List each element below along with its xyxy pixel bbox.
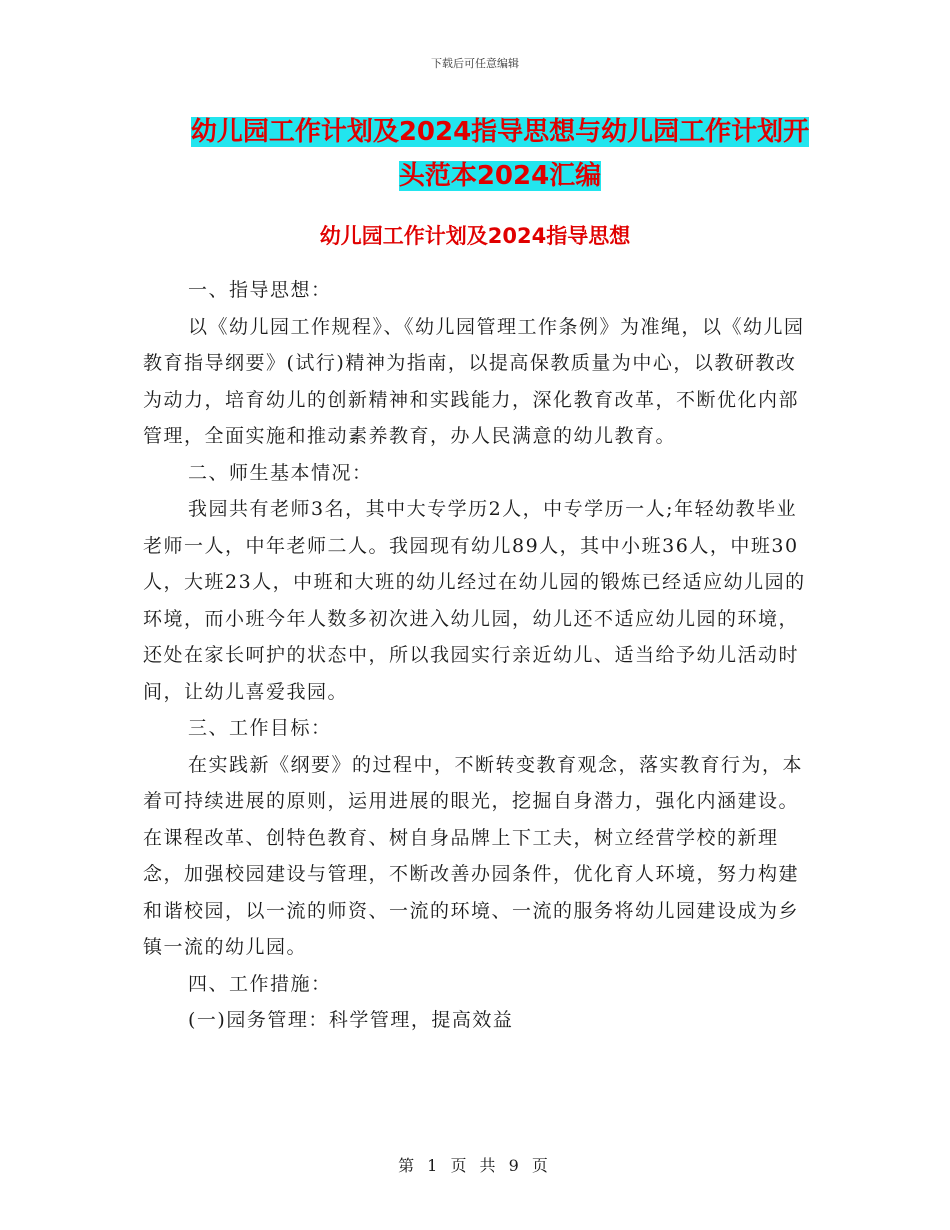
document-title-line-2: 头范本2024汇编: [398, 161, 602, 191]
paragraph-work-goals: 在实践新《纲要》的过程中，不断转变教育观念，落实教育行为，本着可持续进展的原则，运用进展的眼光，挖掘自身潜力，强化内涵建设。在课程改革、创特色教育、树自身品牌上下工夫，树立经营学校的新理念，加强校园建设与管理，不断改善办园条件，优化育人环境，努力构建和谐校园，以一流的师资、一流的环境、一流的服务将幼儿园建设成为乡镇一流的幼儿园。: [143, 753, 804, 958]
paragraph-work-measures: (一)园务管理：科学管理，提高效益: [188, 1009, 514, 1031]
section-title: 幼儿园工作计划及2024指导思想: [319, 224, 631, 248]
paragraph-guiding-ideology: 以《幼儿园工作规程》、《幼儿园管理工作条例》为准绳，以《幼儿园教育指导纲要》(试行)精神为指南，以提高保教质量为中心，以教研教改为动力，培育幼儿的创新精神和实践能力，深化教育改革，不断优化内部管理，全面实施和推动素养教育，办人民满意的幼儿教育。: [143, 315, 805, 447]
section-heading-guiding-ideology: 一、指导思想：: [188, 279, 332, 301]
document-body: [143, 272, 813, 1039]
header-note: 下载后可任意编辑: [431, 57, 519, 70]
document-title: [140, 110, 860, 198]
section-heading-work-measures: 四、工作措施：: [188, 972, 332, 995]
section-heading-work-goals: 三、工作目标：: [188, 717, 332, 739]
paragraph-staff-situation: 我园共有老师3名，其中大专学历2人，中专学历一人;年轻幼教毕业老师一人，中年老师二人。我园现有幼儿89人，其中小班36人，中班30人，大班23人，中班和大班的幼儿经过在幼儿园的锻炼已经适应幼儿园的环境，而小班今年人数多初次进入幼儿园，幼儿还不适应幼儿园的环境，还处在家长呵护的状态中，所以我园实行亲近幼儿、适当给予幼儿活动时间，让幼儿喜爱我园。: [143, 498, 806, 703]
section-heading-staff-situation: 二、师生基本情况：: [188, 461, 373, 484]
document-title-line-1: 幼儿园工作计划及2024指导思想与幼儿园工作计划开: [190, 117, 810, 147]
page-number-footer: 第 1 页 共 9 页: [398, 1156, 552, 1175]
